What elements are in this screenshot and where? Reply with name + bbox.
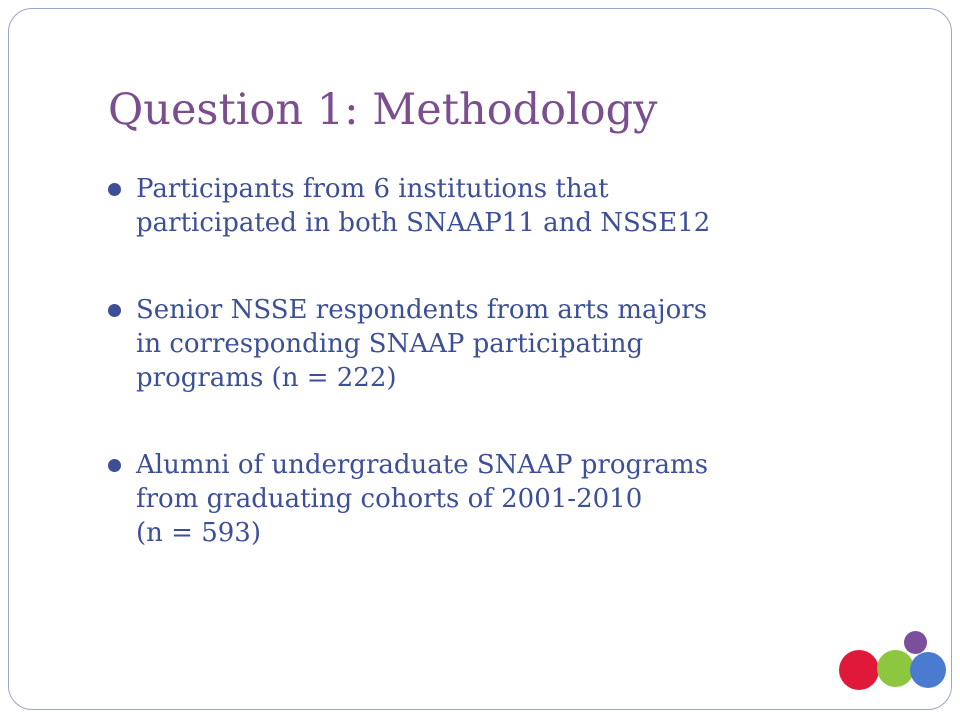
bullet-line: (n = 593) [136,518,261,548]
bullet-line: Participants from 6 institutions that [136,174,609,204]
bullet-line: Senior NSSE respondents from arts majors [136,295,708,325]
red-circle-icon [839,650,879,690]
bullet-dot-icon [108,183,121,196]
bullet-line: participated in both SNAAP11 and NSSE12 [136,208,711,238]
purple-circle-icon [904,631,927,654]
bullet-item [108,448,868,550]
green-circle-icon [877,650,914,687]
bullet-line: programs (n = 222) [136,363,397,393]
bullet-dot-icon [108,459,121,472]
bullet-line: from graduating cohorts of 2001-2010 [136,484,643,514]
bullet-list [108,172,868,603]
bullet-dot-icon [108,304,121,317]
bullet-item [108,293,868,395]
bullet-line: in corresponding SNAAP participating [136,329,644,359]
slide-title: Question 1: Methodology [108,85,658,135]
bullet-item [108,172,868,240]
bullet-line: Alumni of undergraduate SNAAP programs [136,450,709,480]
four-circles-logo-icon [832,628,952,698]
blue-circle-icon [910,652,946,688]
